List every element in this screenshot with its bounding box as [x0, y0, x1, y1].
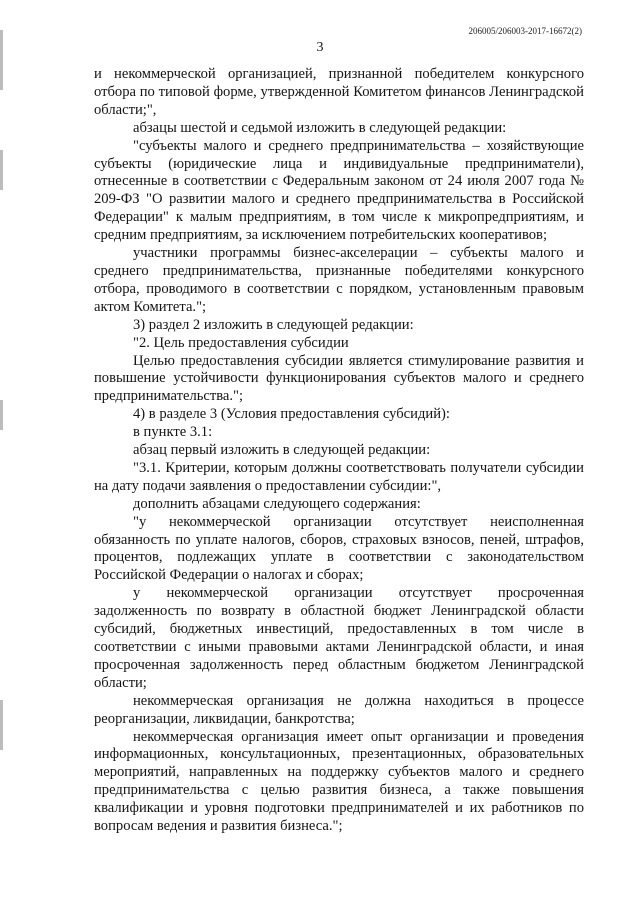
paragraph: и некоммерческой организацией, признанной победителем конкурсного отбора по типовой форме, утвержденной Комитетом финансов Ленинградской области;", — [94, 66, 584, 118]
paragraph: 3) раздел 2 изложить в следующей редакции: — [133, 316, 414, 333]
paragraph: в пункте 3.1: — [133, 424, 213, 441]
paragraph: абзац первый изложить в следующей редакции: — [133, 442, 431, 459]
paragraph: "2. Цель предоставления субсидии — [133, 334, 349, 351]
document-id: 206005/206003-2017-16672(2) — [468, 26, 582, 36]
paragraph: Целью предоставления субсидии является стимулирование развития и повышение устойчивости функционирования субъектов малого и среднего предпринимательства."; — [94, 352, 584, 405]
paragraph: "у некоммерческой организации отсутствует неисполненная обязанность по уплате налогов, сборов, страховых взносов, пеней, штрафов, процентов, подлежащих уплате в соответствии с законодательством Российской Федерации о налогах и сборах; — [94, 513, 584, 584]
paragraph: дополнить абзацами следующего содержания: — [133, 495, 421, 512]
paragraph: "3.1. Критерии, которым должны соответствовать получатели субсидии на дату подачи заявления о предоставлении субсидии:", — [94, 459, 584, 494]
paragraph: некоммерческая организация не должна находиться в процессе реорганизации, ликвидации, банкротства; — [94, 692, 584, 727]
paragraph: абзацы шестой и седьмой изложить в следующей редакции: — [133, 119, 507, 136]
document-body — [94, 66, 584, 836]
paragraph: 4) в разделе 3 (Условия предоставления субсидий): — [133, 406, 450, 423]
paragraph: "субъекты малого и среднего предпринимательства – хозяйствующие субъекты (юридические лица и индивидуальные предприниматели), отнесенные в соответствии с Федеральным законом от 24 июля 2007 года № 209-ФЗ "О развитии малого и среднего предпринимательства в Российской Федерации" к малым предприятиям, в том числе к микропредприятиям, и средним предприятиям, за исключением потребительских кооперативов; — [94, 137, 584, 244]
scan-edge-marks — [0, 0, 6, 905]
paragraph: у некоммерческой организации отсутствует просроченная задолженность по возврату в областной бюджет Ленинградской области субсидий, бюджетных инвестиций, предоставленных в том числе в соответствии с иными правовыми актами Ленинградской области, и иная просроченная задолженность перед областным бюджетом Ленинградской области; — [94, 585, 584, 691]
paragraph: некоммерческая организация имеет опыт организации и проведения информационных, консультационных, презентационных, образовательных мероприятий, направленных на поддержку субъектов малого и среднего предпринимательства с целью развития бизнеса, а также повышения квалификации и уровня подготовки предпринимателей и их работников по вопросам ведения и развития бизнеса."; — [94, 728, 584, 835]
page-number: 3 — [316, 40, 324, 55]
paragraph: участники программы бизнес-акселерации – субъекты малого и среднего предпринимательства, признанные победителями конкурсного отбора, проводимого в соответствии с порядком, установленным правовым актом Комитета."; — [94, 245, 584, 315]
